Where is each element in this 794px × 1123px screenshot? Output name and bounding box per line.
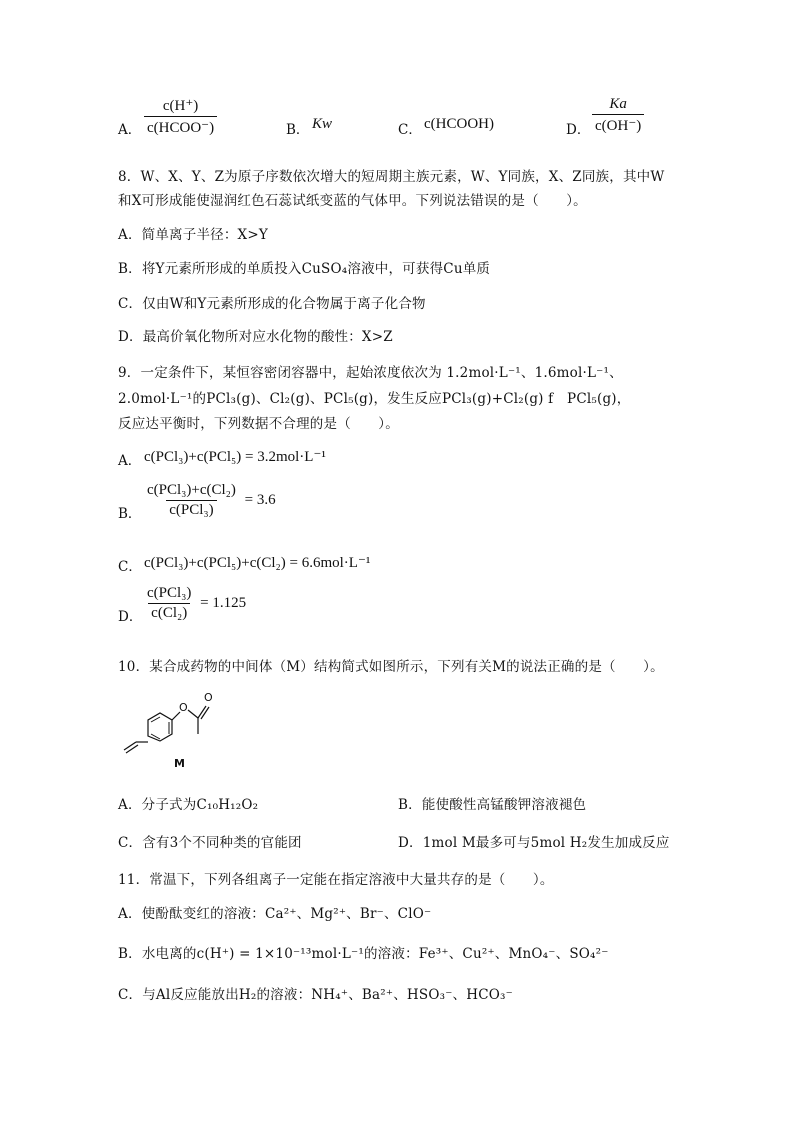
q9-option-a-expr: c(PCl₃)+c(PCl₅) = 3.2mol·L⁻¹ xyxy=(144,449,326,465)
q9-b-numerator: c(PCl₃)+c(Cl₂) xyxy=(147,482,236,498)
q9-stem-line3: 反应达平衡时，下列数据不合理的是（ ）。 xyxy=(118,416,399,432)
q9-option-c-label: C． xyxy=(118,559,142,575)
q11-option-c: C．与Al反应能放出H₂的溶液：NH₄⁺、Ba²⁺、HSO₃⁻、HCO₃⁻ xyxy=(118,987,513,1003)
q9-b-value: = 3.6 xyxy=(244,491,276,508)
q8-stem-line2: 和X可形成能使湿润红色石蕊试纸变蓝的气体甲。下列说法错误的是（ ）。 xyxy=(118,193,587,209)
q9-option-d-expr xyxy=(142,585,246,622)
carbonyl-double-1 xyxy=(198,706,206,718)
q7-option-b-label: B． xyxy=(286,122,310,138)
q9-d-denominator: c(Cl₂) xyxy=(148,603,190,622)
q7-d-numerator: Ka xyxy=(609,96,627,112)
q9-option-b-expr xyxy=(142,482,276,519)
q9-stem-line2: 2.0mol·L⁻¹的PCl₃(g)、Cl₂(g)、PCl₅(g)，发生反应PCl₃(g)+Cl₂(g) f PCl₅(g)， xyxy=(118,391,631,407)
atom-o-carbonyl: O xyxy=(204,691,213,704)
q8-option-d: D．最高价氧化物所对应水化物的酸性：X>Z xyxy=(118,329,393,345)
carbonyl-double-2 xyxy=(201,707,209,719)
q7-option-c-label: C． xyxy=(398,122,422,138)
q10-structure-label: M xyxy=(174,757,185,770)
q10-stem: 10．某合成药物的中间体（M）结构简式如图所示，下列有关M的说法正确的是（ ）。 xyxy=(118,659,664,675)
q7-a-numerator: c(H⁺) xyxy=(162,98,199,114)
q10-option-b: B．能使酸性高锰酸钾溶液褪色 xyxy=(398,797,587,813)
q11-option-b: B．水电离的c(H⁺) = 1×10⁻¹³mol·L⁻¹的溶液：Fe³⁺、Cu²⁺、MnO₄⁻、SO₄²⁻ xyxy=(118,946,609,962)
benzene-hexagon xyxy=(148,698,172,731)
q7-option-d-fraction xyxy=(590,96,646,135)
vinyl-bond-1 xyxy=(124,742,136,750)
q10-structure-diagram xyxy=(118,684,228,770)
q7-option-c-value: c(HCOOH) xyxy=(424,116,494,132)
q9-b-denominator: c(PCl₃) xyxy=(166,500,216,519)
q9-d-value: = 1.125 xyxy=(200,594,247,611)
q9-option-b-label: B． xyxy=(118,506,142,522)
q10-option-c: C．含有3个不同种类的官能团 xyxy=(118,835,302,851)
atom-o-ester: O xyxy=(179,701,188,714)
q7-a-denominator: c(HCOO⁻) xyxy=(144,116,217,137)
q10-option-a: A．分子式为C₁₀H₁₂O₂ xyxy=(118,797,259,813)
q8-stem-line1: 8．W、X、Y、Z为原子序数依次增大的短周期主族元素，W、Y同族，X、Z同族，其中W xyxy=(118,169,665,185)
q9-option-d-label: D． xyxy=(118,609,143,625)
q9-option-c-expr: c(PCl₃)+c(PCl₅)+c(Cl₂) = 6.6mol·L⁻¹ xyxy=(144,555,371,571)
q7-option-d-label: D． xyxy=(566,122,591,138)
q9-option-a-label: A． xyxy=(118,453,142,469)
q7-options-row xyxy=(118,96,678,156)
q11-option-a: A．使酚酞变红的溶液：Ca²⁺、Mg²⁺、Br⁻、ClO⁻ xyxy=(118,906,432,922)
q7-option-a-fraction xyxy=(142,96,219,137)
q9-stem-line1: 9．一定条件下，某恒容密闭容器中，起始浓度依次为 1.2mol·L⁻¹、1.6mol·L⁻¹、 xyxy=(118,365,623,381)
q10-option-d: D．1mol M最多可与5mol H₂发生加成反应 xyxy=(398,835,670,851)
q8-option-a: A．简单离子半径：X>Y xyxy=(118,227,268,243)
o-carbonyl-bond xyxy=(188,710,198,718)
q11-stem: 11．常温下，下列各组离子一定能在指定溶液中大量共存的是（ ）。 xyxy=(118,872,554,888)
q7-option-a-label: A． xyxy=(118,122,142,138)
q8-option-c: C．仅由W和Y元素所形成的化合物属于离子化合物 xyxy=(118,296,426,312)
q8-option-b: B．将Y元素所形成的单质投入CuSO₄溶液中，可获得Cu单质 xyxy=(118,261,491,277)
q9-d-numerator: c(PCl₃) xyxy=(147,585,192,601)
q7-d-denominator: c(OH⁻) xyxy=(592,114,644,135)
q7-option-b-value: Kw xyxy=(312,116,333,132)
vinyl-bond-2 xyxy=(126,745,138,753)
